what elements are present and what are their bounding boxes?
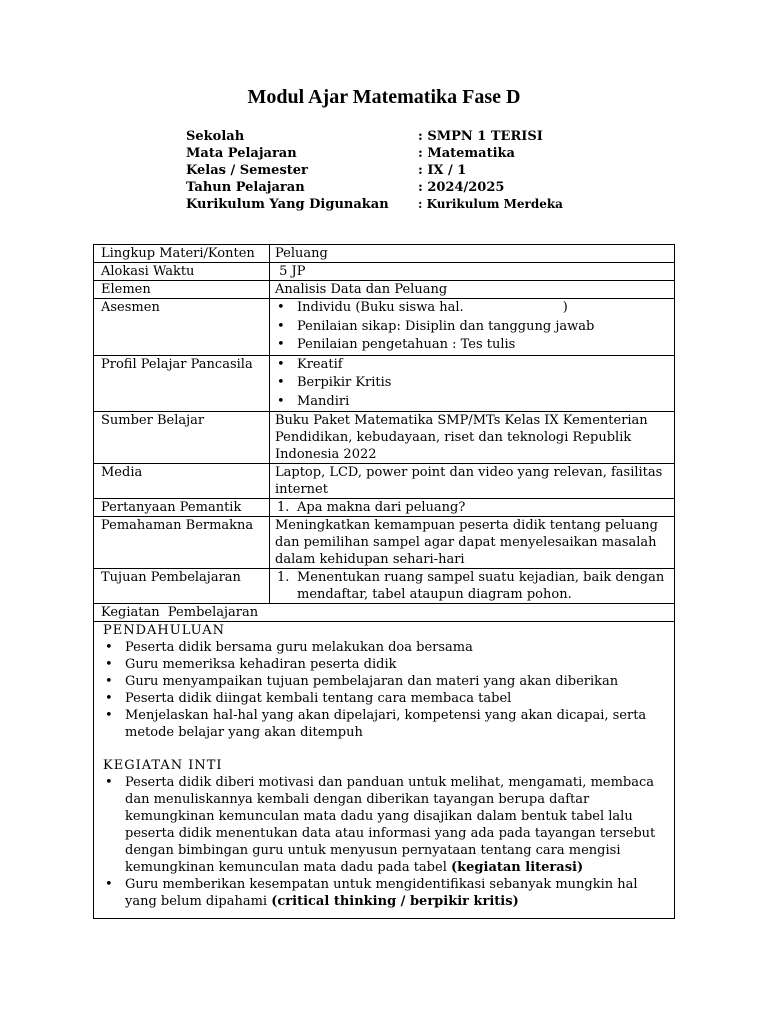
list-item: • Guru menyampaikan tujuan pembelajaran dan materi yang akan diberikan (103, 673, 668, 690)
table-row (94, 498, 674, 516)
meta-label: Kelas / Semester (186, 163, 308, 178)
row-value: Laptop, LCD, power point dan video yang relevan, fasilitas internet (275, 465, 663, 497)
list-item (275, 499, 670, 516)
meta-row-tahun (186, 179, 563, 196)
meta-block (186, 128, 563, 213)
meta-label: Kurikulum Yang Digunakan (186, 197, 389, 212)
kegiatan-section (94, 622, 674, 918)
table-row (94, 245, 674, 262)
row-value: Peluang (275, 246, 328, 261)
table-row (94, 262, 674, 280)
row-label: Elemen (94, 281, 270, 298)
table-row (94, 603, 674, 621)
list-item (103, 876, 668, 910)
meta-value: : 2024/2025 (418, 180, 505, 195)
list-number: 1. (277, 500, 290, 515)
row-value (270, 299, 674, 355)
table-row (94, 621, 674, 918)
table-row (94, 411, 674, 463)
list-item: • Berpikir Kritis (275, 374, 670, 393)
list-text: Guru memberikan kesempatan untuk mengidentifikasi sebanyak mungkin hal yang belum dipahami (125, 877, 638, 909)
meta-row-kelas (186, 162, 563, 179)
meta-label: Mata Pelajaran (186, 146, 297, 161)
list-text-bold: (critical thinking / berpikir kritis) (271, 894, 519, 909)
list-item: • Penilaian sikap: Disiplin dan tanggung jawab (275, 318, 670, 337)
row-label: Media (94, 464, 270, 498)
list-text: Apa makna dari peluang? (297, 500, 466, 515)
list-item (103, 774, 668, 876)
list-item: • Peserta didik diingat kembali tentang cara membaca tabel (103, 690, 668, 707)
row-value: Meningkatkan kemampuan peserta didik tentang peluang dan pemilihan sampel agar dapat menyelesaikan masalah dalam kehidupan sehari-hari (275, 518, 658, 567)
table-row (94, 516, 674, 568)
meta-row-kurikulum (186, 196, 563, 213)
row-value (270, 356, 674, 412)
row-label: Sumber Belajar (94, 412, 270, 463)
meta-label: Sekolah (186, 129, 245, 144)
section-heading-pendahuluan: PENDAHULUAN (103, 623, 225, 638)
row-label: Profil Pelajar Pancasila (94, 356, 270, 412)
table-row (94, 298, 674, 355)
list-item: • Mandiri (275, 393, 670, 412)
module-table (93, 244, 675, 919)
meta-value: : Matematika (418, 146, 515, 161)
row-value: Buku Paket Matematika SMP/MTs Kelas IX Kementerian Pendidikan, kebudayaan, riset dan teknologi Republik Indonesia 2022 (275, 413, 648, 462)
page-title: Modul Ajar Matematika Fase D (247, 86, 521, 108)
row-label: Pertanyaan Pemantik (94, 499, 270, 516)
list-text-bold: (kegiatan literasi) (450, 860, 584, 875)
row-value: 5 JP (275, 264, 306, 279)
row-label: Tujuan Pembelajaran (94, 569, 270, 603)
row-value (270, 569, 674, 603)
meta-value: : IX / 1 (418, 163, 467, 178)
list-number: 1. (277, 570, 290, 585)
list-text: Peserta didik diberi motivasi dan panduan untuk melihat, mengamati, membaca dan menuliskannya kembali dengan diberikan tayangan berupa daftar kemungkinan kemunculan mata dadu yang disajikan dalam bentuk tabel lalu peserta didik menentukan data atau informasi yang ada pada tayangan tersebut dengan bimbingan guru untuk menyusun pernyataan tentang cara mengisi kemungkinan kemunculan mata dadu pada tabel (125, 775, 656, 875)
section-heading-inti: KEGIATAN INTI (103, 758, 223, 773)
row-label: Alokasi Waktu (94, 263, 270, 280)
table-row (94, 355, 674, 412)
list-item (275, 569, 670, 603)
list-item: • Menjelaskan hal-hal yang akan dipelajari, kompetensi yang akan dicapai, serta metode belajar yang akan ditempuh (103, 707, 668, 741)
list-item: • Individu (Buku siswa hal. ) (275, 299, 670, 318)
list-item: • Peserta didik bersama guru melakukan doa bersama (103, 639, 668, 656)
table-row (94, 463, 674, 498)
meta-value: : SMPN 1 TERISI (418, 129, 543, 144)
row-value: Analisis Data dan Peluang (275, 282, 448, 297)
meta-label: Tahun Pelajaran (186, 180, 305, 195)
row-value (270, 499, 674, 516)
list-item: • Kreatif (275, 356, 670, 375)
list-item: • Penilaian pengetahuan : Tes tulis (275, 336, 670, 355)
meta-row-sekolah (186, 128, 563, 145)
table-row (94, 280, 674, 298)
table-row (94, 568, 674, 603)
list-text: Menentukan ruang sampel suatu kejadian, baik dengan mendaftar, tabel ataupun diagram pohon. (297, 570, 665, 602)
list-item: • Guru memeriksa kehadiran peserta didik (103, 656, 668, 673)
row-label: Lingkup Materi/Konten (94, 245, 270, 262)
meta-row-mapel (186, 145, 563, 162)
row-label: Asesmen (94, 299, 270, 355)
kegiatan-label: Kegiatan Pembelajaran (101, 605, 259, 620)
row-label: Pemahaman Bermakna (94, 517, 270, 568)
meta-value: : Kurikulum Merdeka (418, 197, 563, 211)
